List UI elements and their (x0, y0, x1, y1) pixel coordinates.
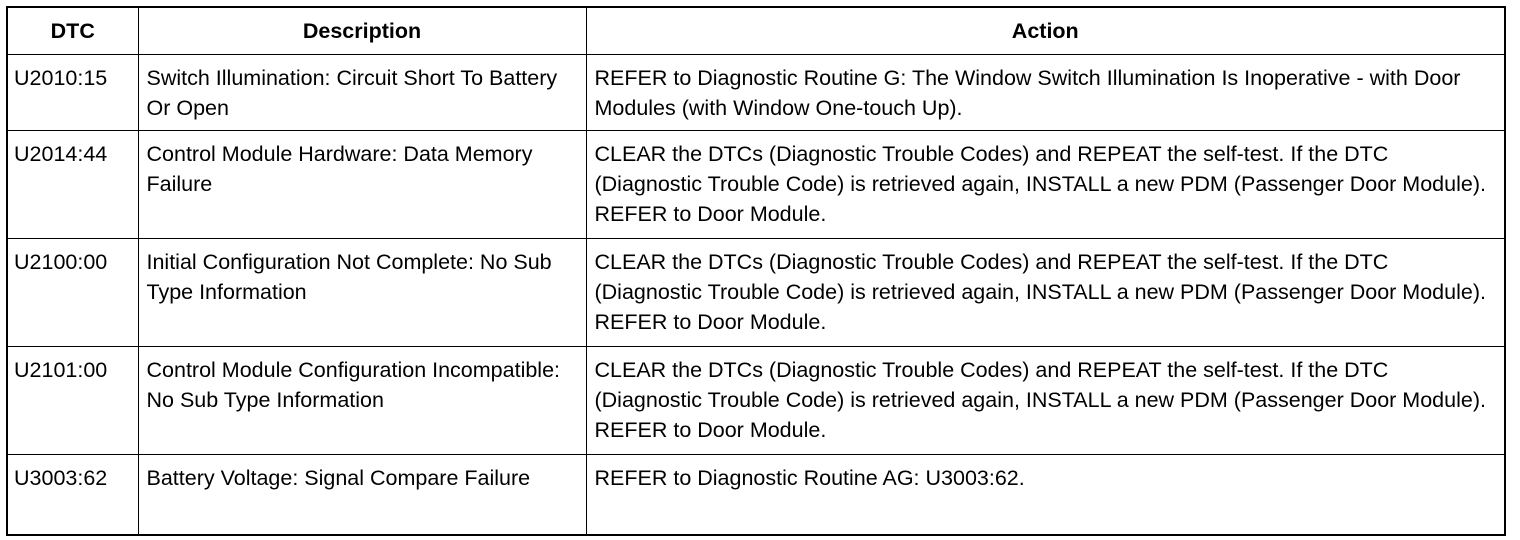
table-row (7, 239, 1505, 347)
table-row (7, 131, 1505, 239)
dtc-code: U2014:44 (7, 131, 138, 239)
table-row (7, 455, 1505, 535)
dtc-action: CLEAR the DTCs (Diagnostic Trouble Codes) and REPEAT the self-test. If the DTC (Diagnostic Trouble Code) is retrieved again, INSTALL a new PDM (Passenger Door Module). REFER to Door Module. (586, 347, 1505, 455)
dtc-code: U2100:00 (7, 239, 138, 347)
table-header (7, 7, 1505, 55)
dtc-code: U2010:15 (7, 55, 138, 131)
header-row (7, 7, 1505, 55)
dtc-code: U2101:00 (7, 347, 138, 455)
dtc-action: REFER to Diagnostic Routine G: The Window Switch Illumination Is Inoperative - with Door Modules (with Window One-touch Up). (586, 55, 1505, 131)
header-action: Action (586, 7, 1505, 55)
table-row (7, 55, 1505, 131)
header-description: Description (138, 7, 586, 55)
dtc-description: Switch Illumination: Circuit Short To Battery Or Open (138, 55, 586, 131)
dtc-description: Battery Voltage: Signal Compare Failure (138, 455, 586, 535)
dtc-action: CLEAR the DTCs (Diagnostic Trouble Codes) and REPEAT the self-test. If the DTC (Diagnostic Trouble Code) is retrieved again, INSTALL a new PDM (Passenger Door Module). REFER to Door Module. (586, 239, 1505, 347)
table-body (7, 55, 1505, 535)
dtc-description: Control Module Hardware: Data Memory Failure (138, 131, 586, 239)
dtc-action: CLEAR the DTCs (Diagnostic Trouble Codes) and REPEAT the self-test. If the DTC (Diagnostic Trouble Code) is retrieved again, INSTALL a new PDM (Passenger Door Module). REFER to Door Module. (586, 131, 1505, 239)
dtc-table (6, 6, 1506, 536)
dtc-code: U3003:62 (7, 455, 138, 535)
table-row (7, 347, 1505, 455)
dtc-description: Control Module Configuration Incompatible: No Sub Type Information (138, 347, 586, 455)
header-dtc: DTC (7, 7, 138, 55)
dtc-description: Initial Configuration Not Complete: No Sub Type Information (138, 239, 586, 347)
dtc-action: REFER to Diagnostic Routine AG: U3003:62. (586, 455, 1505, 535)
